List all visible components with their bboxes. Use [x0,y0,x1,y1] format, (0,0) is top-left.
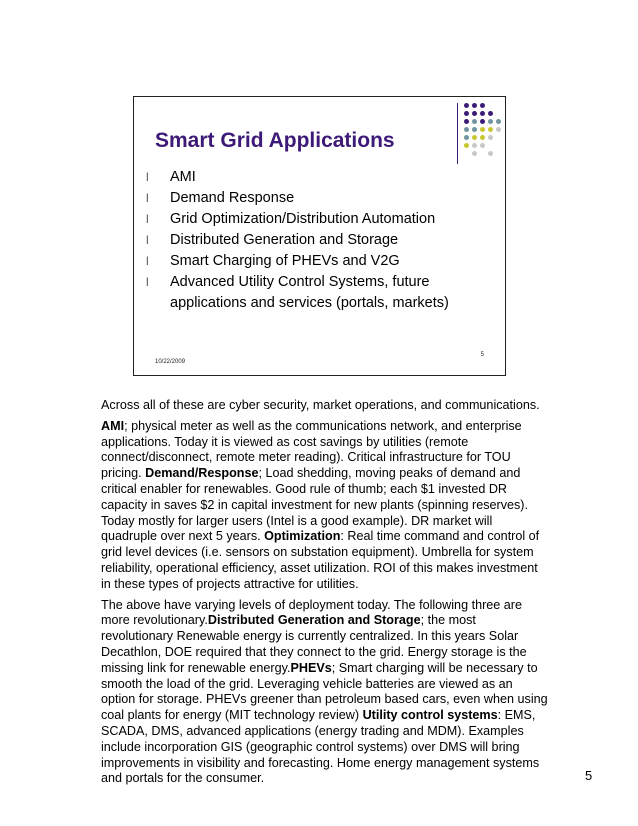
decorative-dot [472,127,477,132]
decorative-dot [472,111,477,116]
notes-bold-term: AMI [101,418,125,433]
notes-bold-term: PHEVs [290,660,332,675]
notes-paragraph-2 [101,419,549,593]
bullet-text: Distributed Generation and Storage [170,232,399,248]
decorative-dot [488,151,493,156]
slide-bullet-item [141,251,470,272]
decorative-dot [496,127,501,132]
bullet-text: Grid Optimization/Distribution Automation [170,211,436,227]
bullet-marker: l [146,254,149,268]
decorative-dot [496,119,501,124]
notes-paragraph-3 [101,598,549,788]
decorative-dot [480,127,485,132]
decorative-dot [472,135,477,140]
decorative-dot [464,103,469,108]
slide-thumbnail [133,96,506,376]
decorative-dot-grid [464,103,504,163]
notes-text: The above have varying levels of deployment today. The following three are more revolutionary. [101,597,522,628]
notes-text: ; Load shedding, moving peaks of demand and critical enabler for renewables. Good rule of thumb; each $1 invested DR capacity in saves $2 in capital investment for new plants (spinning reserves). Today mostly for larger users (Intel is a good example). DR market will quadruple over next 5 years. [101,466,528,544]
slide-bullet-item [141,230,470,251]
decorative-dot [480,143,485,148]
slide-title: Smart Grid Applications [155,129,395,152]
decorative-dot [464,127,469,132]
speaker-notes [101,398,549,792]
decorative-dot [472,103,477,108]
slide-number: 5 [480,352,484,358]
decorative-dot [488,111,493,116]
bullet-marker: l [146,233,149,247]
slide-date: 10/22/2009 [155,359,186,365]
decorative-dot [488,135,493,140]
decorative-dot [472,119,477,124]
bullet-text: Demand Response [170,190,295,206]
bullet-marker: l [146,212,149,226]
decorative-dot [464,143,469,148]
notes-bold-term: Utility control systems [362,708,498,723]
notes-bold-term: Optimization [264,529,341,544]
bullet-text: Advanced Utility Control Systems, future applications and services (portals, markets) [170,274,449,311]
page-number: 5 [585,768,593,783]
slide-bullet-list [141,167,470,314]
slide-bullet-item [141,188,470,209]
decorative-dot [464,111,469,116]
notes-text: : Real time command and control of grid level devices (i.e. sensors on substation equipment). Umbrella for system reliability, operational efficiency, asset utilization. ROI of this makes investment in these types of projects attractive for utilities. [101,529,540,591]
slide-bullet-item [141,209,470,230]
notes-bold-term: Distributed Generation and Storage [207,613,421,628]
decorative-dot [488,119,493,124]
bullet-text: Smart Charging of PHEVs and V2G [170,253,400,269]
bullet-marker: l [146,191,149,205]
decorative-dot [464,119,469,124]
notes-text: ; physical meter as well as the communications network, and enterprise applications. Today it is viewed as cost savings by utilities (remote connect/disconnect, remote meter reading). Critical infrastructure for TOU pricing. [101,418,522,481]
notes-bold-term: Demand/Response [145,466,259,481]
bullet-marker: l [146,275,149,289]
decorative-dot [480,135,485,140]
decorative-dot [488,127,493,132]
decorative-dot [472,143,477,148]
title-divider-line [457,103,458,164]
bullet-marker: l [146,170,149,184]
decorative-dot [472,151,477,156]
bullet-text: AMI [170,169,196,185]
notes-paragraph-1: Across all of these are cyber security, market operations, and communications. [101,398,540,412]
decorative-dot [464,135,469,140]
notes-text: ; Smart charging will be necessary to smooth the load of the grid. Leveraging vehicle batteries are viewed as an option for storage. PHEVs greener than petroleum based cars, even when using coal plants for energy (MIT technology review) [101,660,548,723]
slide-bullet-item [141,167,470,188]
decorative-dot [480,103,485,108]
decorative-dot [480,119,485,124]
notes-text: ; the most revolutionary Renewable energy is currently centralized. In this years Solar Decathlon, DOE required that they connect to the grid. Energy storage is the missing link for renewable energy. [101,613,527,675]
slide-bullet-item [141,272,470,314]
decorative-dot [480,111,485,116]
notes-text: : EMS, SCADA, DMS, advanced applications (energy trading and MDM). Examples include incorporation GIS (geographic control systems) over DMS will bring improvements in visibility and forecasting. Home energy management systems and portals for the consumer. [101,708,540,786]
